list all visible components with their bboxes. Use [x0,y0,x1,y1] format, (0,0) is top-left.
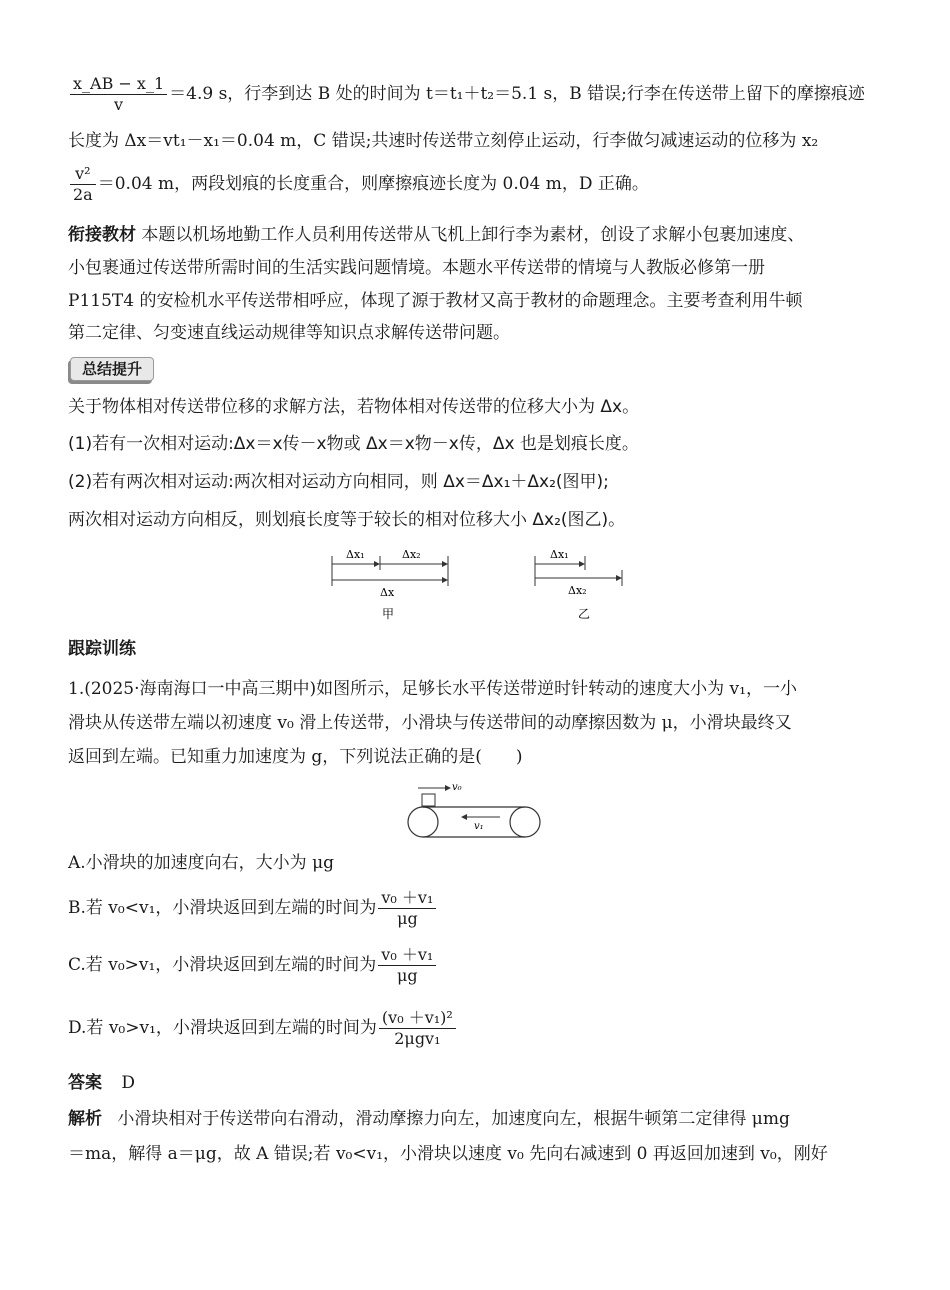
textbook-link-line-1 [68,224,804,246]
fraction-numerator: v₀ ＋v₁ [378,888,436,909]
solution-line-2: 长度为 Δx＝vt₁－x₁＝0.04 m，C 错误;共速时传送带立刻停止运动，行李做匀减速运动的位移为 x₂ [68,131,819,151]
answer-line [68,1072,135,1094]
left-pulley [408,807,438,837]
solution-text: ＝4.9 s，行李到达 B 处的时间为 t＝t₁＋t₂＝5.1 s，B 错误;行李在传送带上留下的摩擦痕迹 [169,84,865,104]
conveyor-belt-figure [404,776,546,842]
option-d-fraction [379,1008,456,1049]
option-c-fraction [378,945,436,986]
fraction-denominator: 2a [73,185,93,204]
yi-dx2-label: Δx₂ [568,584,587,597]
fraction-denominator: μg [397,909,418,928]
analysis-line-1 [68,1108,790,1130]
textbook-link-text: 本题以机场地勤工作人员利用传送带从飞机上卸行李为素材，创设了求解小包裹加速度、 [141,225,805,245]
option-d-text: D.若 v₀>v₁，小滑块返回到左端的时间为 [68,1018,377,1038]
option-b-fraction [378,888,436,929]
summary-line-3: (2)若有两次相对运动:两次相对运动方向相同，则 Δx＝Δx₁＋Δx₂(图甲); [68,472,609,492]
textbook-link-line-4: 第二定律、匀变速直线运动规律等知识点求解传送带问题。 [68,323,510,343]
diagram-yi [535,548,622,621]
option-d [68,1008,458,1049]
summary-line-2: (1)若有一次相对运动:Δx＝x传－x物或 Δx＝x物－x传，Δx 也是划痕长度。 [68,434,639,454]
fraction-numerator: v² [70,164,96,185]
right-pulley [510,807,540,837]
textbook-link-label: 衔接教材 [68,225,136,245]
summary-line-1: 关于物体相对传送带位移的求解方法，若物体相对传送带的位移大小为 Δx。 [68,397,640,417]
practice-heading: 跟踪训练 [68,639,136,659]
question-line-3: 返回到左端。已知重力加速度为 g，下列说法正确的是( ) [68,747,523,767]
analysis-label: 解析 [68,1109,102,1129]
solution-line-3 [68,164,649,205]
fraction-denominator: v [114,95,124,114]
option-b [68,888,438,929]
summary-badge: 总结提升 [70,357,154,381]
option-b-text: B.若 v₀<v₁，小滑块返回到左端的时间为 [68,898,377,918]
analysis-line-2: ＝ma，解得 a＝μg，故 A 错误;若 v₀<v₁，小滑块以速度 v₀ 先向右减速到 0 再返回加速到 v₀，刚好 [68,1144,828,1164]
solution-text: ＝0.04 m，两段划痕的长度重合，则摩擦痕迹长度为 0.04 m，D 正确。 [97,174,649,194]
question-line-1: 1.(2025·海南海口一中高三期中)如图所示，足够长水平传送带逆时针转动的速度大小为 v₁，一小 [68,679,797,699]
fraction-v2-over-2a [70,164,96,205]
textbook-link-line-2: 小包裹通过传送带所需时间的生活实践问题情境。本题水平传送带的情境与人教版必修第一册 [68,258,765,278]
fraction-denominator: 2μgv₁ [394,1029,441,1048]
option-c [68,945,438,986]
option-c-text: C.若 v₀>v₁，小滑块返回到左端的时间为 [68,955,377,975]
jia-dx1-label: Δx₁ [346,548,365,561]
v1-label: v₁ [474,821,484,832]
jia-caption: 甲 [382,607,395,621]
jia-dx2-label: Δx₂ [402,548,421,561]
yi-caption: 乙 [578,607,591,621]
fraction-denominator: μg [396,966,418,985]
summary-line-4: 两次相对运动方向相反，则划痕长度等于较长的相对位移大小 Δx₂(图乙)。 [68,510,626,530]
relative-displacement-diagram [320,544,640,628]
question-line-2: 滑块从传送带左端以初速度 v₀ 滑上传送带，小滑块与传送带间的动摩擦因数为 μ，小滑块最终又 [68,713,792,733]
v0-label: v₀ [452,782,462,793]
yi-dx1-label: Δx₁ [550,548,569,561]
diagram-jia [332,548,448,621]
jia-dx-label: Δx [380,586,395,599]
slider-block [422,794,435,806]
fraction-numerator: x_AB − x_1 [70,74,167,95]
answer-label: 答案 [68,1073,102,1093]
fraction-xab-minus-x1-over-v [70,74,167,115]
answer-value: D [121,1073,136,1093]
analysis-text: 小滑块相对于传送带向右滑动，滑动摩擦力向左，加速度向左，根据牛顿第二定律得 μmg [117,1109,790,1129]
fraction-numerator: v₀ ＋v₁ [378,945,436,966]
option-a: A.小滑块的加速度向右，大小为 μg [68,853,335,873]
textbook-link-line-3: P115T4 的安检机水平传送带相呼应，体现了源于教材又高于教材的命题理念。主要考查利用牛顿 [68,291,803,311]
fraction-numerator: (v₀ ＋v₁)² [379,1008,456,1029]
solution-line-1 [68,74,865,115]
